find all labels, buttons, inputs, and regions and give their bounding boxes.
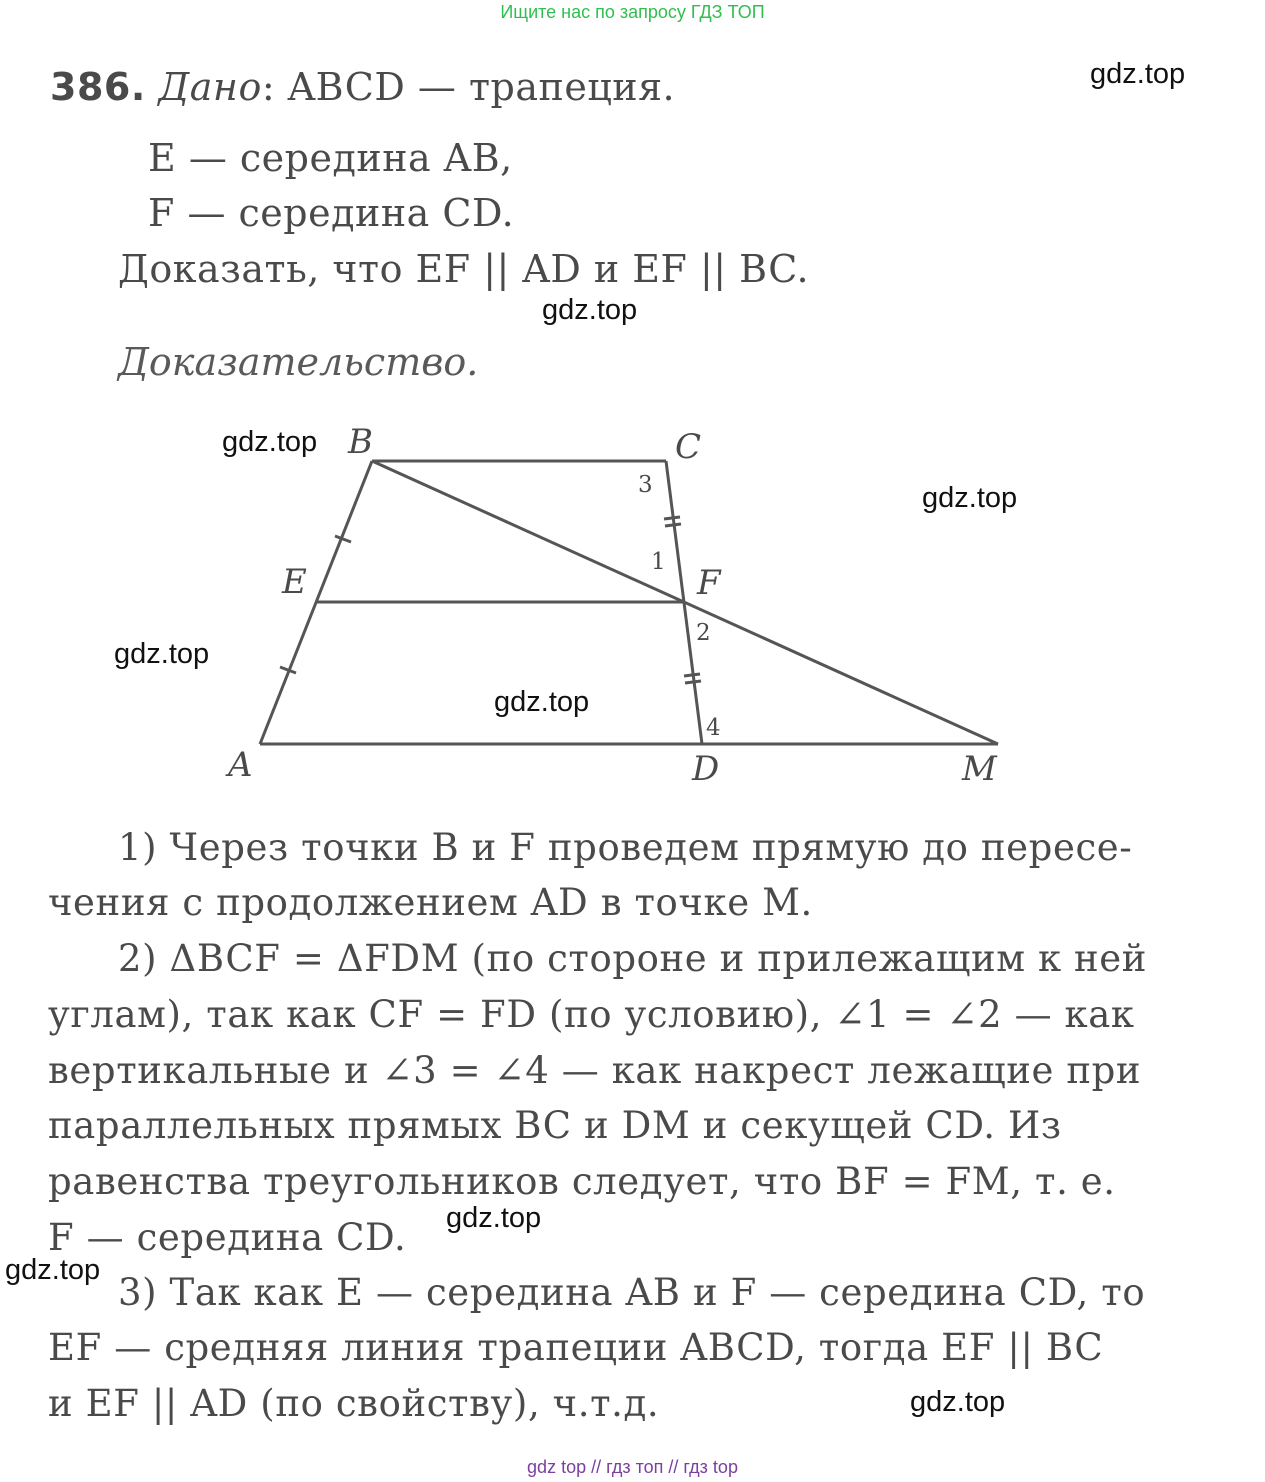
angle-3-label: 3 — [638, 472, 653, 498]
angle-1-label: 1 — [651, 549, 666, 575]
tick-fd-2 — [685, 681, 701, 683]
angle-4-label: 4 — [706, 715, 721, 741]
given-line-f: F — середина CD. — [148, 191, 515, 235]
watermark: gdz.top — [1090, 58, 1186, 90]
watermark: gdz.top — [542, 294, 638, 326]
label-a: A — [228, 745, 253, 785]
top-banner-link[interactable]: Ищите нас по запросу ГДЗ ТОП — [500, 2, 765, 22]
step-2-line-1: 2) ΔBCF = ΔFDM (по стороне и прилежащим к ней — [118, 937, 1148, 980]
given-colon: : — [261, 65, 276, 109]
watermark: gdz.top — [446, 1202, 542, 1234]
footer-links[interactable]: gdz top // гдз топ // гдз top — [527, 1457, 738, 1477]
step-3-line-1: 3) Так как E — середина AB и F — середина CD, то — [118, 1271, 1146, 1314]
label-e: E — [282, 562, 307, 602]
angle-2-label: 2 — [696, 620, 711, 646]
watermark: gdz.top — [5, 1254, 101, 1286]
step-2-line-2: углам), так как CF = FD (по условию), ∠1 = ∠2 — как — [48, 993, 1135, 1036]
tick-cf-1 — [664, 517, 680, 519]
step-1-line-1: 1) Через точки B и F проведем прямую до пересе- — [118, 826, 1133, 869]
step-2-line-6: F — середина CD. — [48, 1216, 407, 1259]
watermark: gdz.top — [222, 426, 318, 458]
given-text: ABCD — трапеция. — [287, 65, 676, 109]
label-c: C — [675, 427, 702, 467]
prove-statement: Доказать, что EF || AD и EF || BC. — [118, 247, 810, 291]
proof-heading: Доказательство. — [118, 340, 479, 384]
step-2-line-3: вертикальные и ∠3 = ∠4 — как накрест лежащие при — [48, 1049, 1142, 1092]
step-1-line-2: чения с продолжением AD в точке M. — [48, 881, 813, 924]
step-2-line-5: равенства треугольников следует, что BF = FM, т. е. — [48, 1160, 1116, 1203]
label-b: B — [348, 422, 373, 462]
step-3-line-2: EF — средняя линия трапеции ABCD, тогда EF || BC — [48, 1326, 1104, 1369]
step-2-line-4: параллельных прямых BC и DM и секущей CD. Из — [48, 1104, 1062, 1147]
label-m: M — [962, 749, 997, 789]
watermark: gdz.top — [910, 1386, 1006, 1418]
watermark: gdz.top — [114, 638, 210, 670]
given-label: Дано — [158, 65, 262, 109]
given-line-e: E — середина AB, — [148, 136, 513, 180]
tick-cf-2 — [665, 524, 681, 526]
step-3-line-3: и EF || AD (по свойству), ч.т.д. — [48, 1382, 660, 1425]
watermark: gdz.top — [922, 482, 1018, 514]
label-d: D — [692, 749, 720, 789]
watermark: gdz.top — [494, 686, 590, 718]
problem-number: 386. — [50, 65, 146, 109]
tick-fd-1 — [684, 674, 700, 676]
label-f: F — [697, 563, 721, 603]
